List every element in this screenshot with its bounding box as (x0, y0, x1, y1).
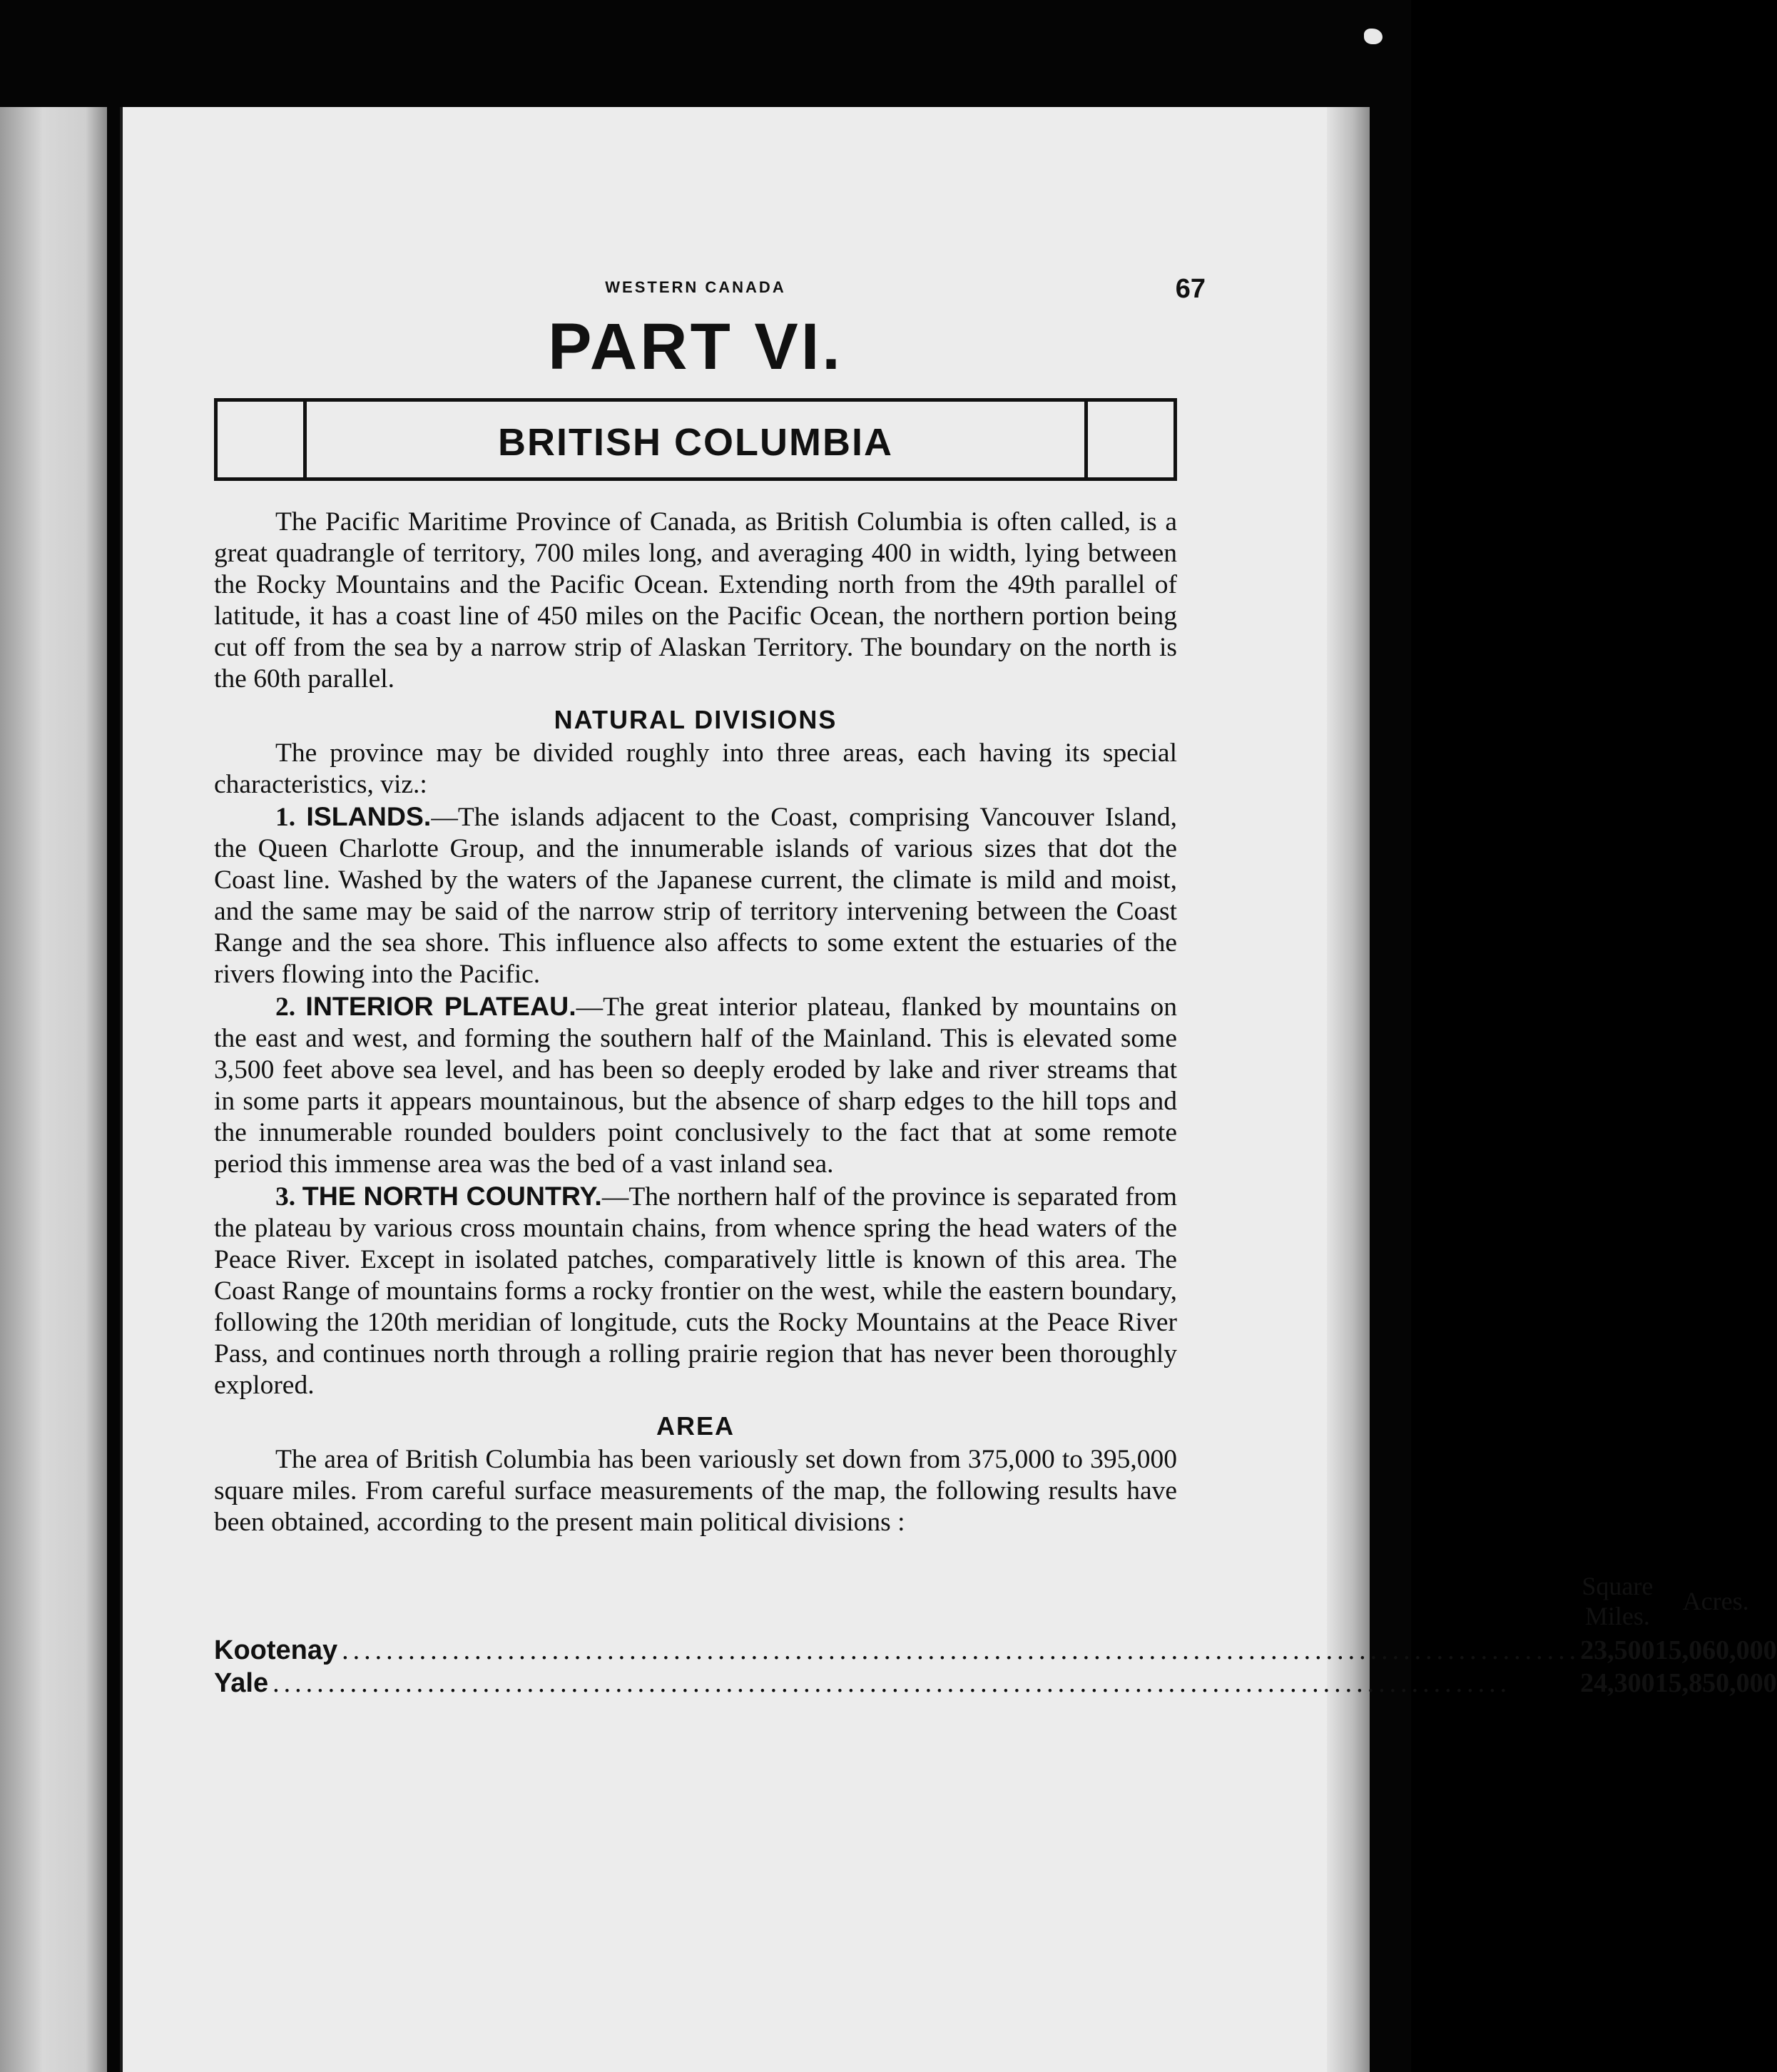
area-heading: AREA (656, 1411, 735, 1441)
division-title: THE NORTH COUNTRY. (302, 1181, 602, 1211)
division-number: 2. (275, 992, 296, 1022)
division-text: —The great interior plateau, flanked by mountains on the east and west, and forming the southern half of the Mainland. This is elevated some 3,500 feet above sea level, and has been so deeply eroded by lake and river streams that in some parts it appears mountainous, but the absence of sharp edges to the hill tops and the innumerable rounded boulders point conclusively to the fact that at some remote period this immense area was the bed of a vast inland sea. (214, 992, 1178, 1179)
division-item (214, 801, 1177, 990)
division-item (214, 990, 1177, 1180)
division-number: 1. (275, 803, 296, 832)
page-fore-edge (1327, 107, 1370, 2072)
area-table (214, 1571, 1777, 1700)
natural-divisions-heading: NATURAL DIVISIONS (554, 705, 837, 734)
district-name: Kootenay (214, 1635, 338, 1665)
leader-dots (342, 1634, 1580, 1667)
square-miles-cell: 23,500 (1580, 1635, 1655, 1665)
scan-blemish (1364, 29, 1383, 44)
division-number: 3. (275, 1182, 296, 1212)
part-title: PART VI. (548, 310, 843, 383)
book-page (120, 107, 1777, 2072)
leader-dots (273, 1667, 1580, 1700)
acres-cell: 15,060,000 (1654, 1635, 1777, 1665)
district-cell (214, 1634, 1580, 1667)
page-number: 67 (1175, 274, 1206, 304)
square-miles-cell: 24,300 (1580, 1668, 1655, 1698)
chapter-banner (214, 398, 1177, 481)
chapter-title: BRITISH COLUMBIA (498, 421, 893, 464)
area-paragraph: The area of British Columbia has been variously set down from 375,000 to 395,000 square miles. From careful surface measurements of the map, the following results have been obtained, according to the present main political divisions : (214, 1445, 1177, 1537)
division-title: ISLANDS. (306, 801, 432, 831)
district-cell (214, 1667, 1580, 1700)
acres-cell: 15,850,000 (1654, 1668, 1777, 1698)
square-miles-header: Square Miles. (1582, 1572, 1654, 1630)
banner-right-rule (1084, 398, 1088, 481)
acres-header: Acres. (1682, 1587, 1749, 1615)
previous-page-edge (0, 107, 107, 2072)
division-title: INTERIOR PLATEAU. (305, 991, 576, 1021)
district-column-header (214, 1571, 1580, 1634)
table-row (214, 1667, 1777, 1700)
division-text: —The northern half of the province is separated from the plateau by various cross mountain chains, from whence spring the head waters of the Peace River. Except in isolated patches, comparatively little is known of this area. The Coast Range of mountains forms a rocky frontier on the west, while the eastern boundary, following the 120th meridian of longitude, cuts the Rocky Mountains at the Peace River Pass, and continues north through a rolling prairie region that has never been thoroughly explored. (214, 1182, 1178, 1400)
page-content (214, 274, 1777, 1700)
banner-left-rule (303, 398, 307, 481)
division-item (214, 1180, 1177, 1401)
running-header (214, 274, 1206, 314)
area-table-header-row (214, 1571, 1777, 1634)
district-name: Yale (214, 1668, 269, 1698)
intro-paragraph: The Pacific Maritime Province of Canada, as British Columbia is often called, is a great quadrangle of territory, 700 miles long, and averaging 400 in width, lying between the Rocky Mountains and the Pacific Ocean. Extending north from the 49th parallel of latitude, it has a coast line of 450 miles on the Pacific Ocean, the northern portion being cut off from the sea by a narrow strip of Alaskan Territory. The boundary on the north is the 60th parallel. (214, 507, 1177, 694)
division-text: —The islands adjacent to the Coast, comprising Vancouver Island, the Queen Charlotte Group, and the innumerable islands of various sizes that dot the Coast line. Washed by the waters of the Japanese current, the climate is mild and moist, and the same may be said of the narrow strip of territory intervening between the Coast Range and the sea shore. This influence also affects to some extent the estuaries of the rivers flowing into the Pacific. (214, 803, 1177, 989)
running-head-title: WESTERN CANADA (605, 278, 786, 296)
table-row (214, 1634, 1777, 1667)
natural-divisions-lead: The province may be divided roughly into three areas, each having its special characteristics, viz.: (214, 738, 1177, 799)
